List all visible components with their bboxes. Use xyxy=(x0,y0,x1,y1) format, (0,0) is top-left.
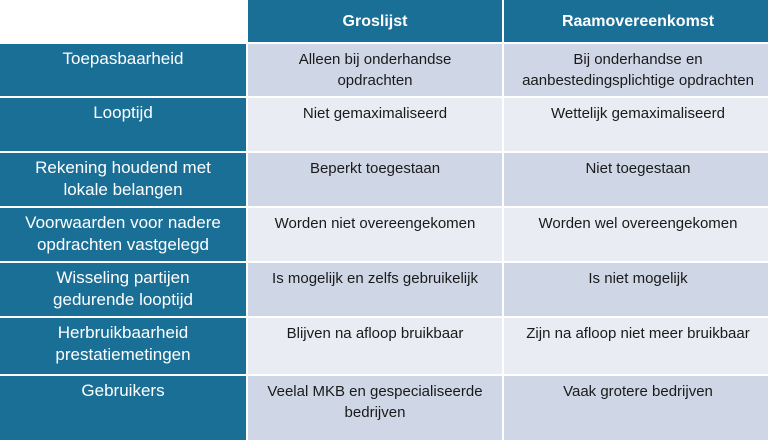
cell-raamovereenkomst: Vaak grotere bedrijven xyxy=(504,376,768,440)
cell-raamovereenkomst: Worden wel overeengekomen xyxy=(504,208,768,261)
cell-groslijst: Alleen bij onderhandse opdrachten xyxy=(248,44,502,96)
cell-groslijst: Is mogelijk en zelfs gebruikelijk xyxy=(248,263,502,316)
header-raamovereenkomst: Raamovereenkomst xyxy=(504,0,768,42)
cell-raamovereenkomst: Is niet mogelijk xyxy=(504,263,768,316)
cell-groslijst: Blijven na afloop bruikbaar xyxy=(248,318,502,374)
corner-cell xyxy=(0,0,246,42)
cell-raamovereenkomst: Niet toegestaan xyxy=(504,153,768,206)
cell-raamovereenkomst: Bij onderhandse en aanbestedingsplichtige opdrachten xyxy=(504,44,768,96)
row-label-lokale-belangen: Rekening houdend met lokale belangen xyxy=(0,153,246,206)
cell-groslijst: Beperkt toegestaan xyxy=(248,153,502,206)
cell-groslijst: Niet gemaximaliseerd xyxy=(248,98,502,151)
row-label-wisseling: Wisseling partijen gedurende looptijd xyxy=(0,263,246,316)
row-label-looptijd: Looptijd xyxy=(0,98,246,151)
cell-groslijst: Veelal MKB en gespecialiseerde bedrijven xyxy=(248,376,502,440)
row-label-gebruikers: Gebruikers xyxy=(0,376,246,440)
row-label-herbruikbaarheid: Herbruikbaarheid prestatiemetingen xyxy=(0,318,246,374)
cell-raamovereenkomst: Wettelijk gemaximaliseerd xyxy=(504,98,768,151)
header-groslijst: Groslijst xyxy=(248,0,502,42)
cell-groslijst: Worden niet overeengekomen xyxy=(248,208,502,261)
row-label-voorwaarden: Voorwaarden voor nadere opdrachten vastgelegd xyxy=(0,208,246,261)
cell-raamovereenkomst: Zijn na afloop niet meer bruikbaar xyxy=(504,318,768,374)
row-label-toepasbaarheid: Toepasbaarheid xyxy=(0,44,246,96)
